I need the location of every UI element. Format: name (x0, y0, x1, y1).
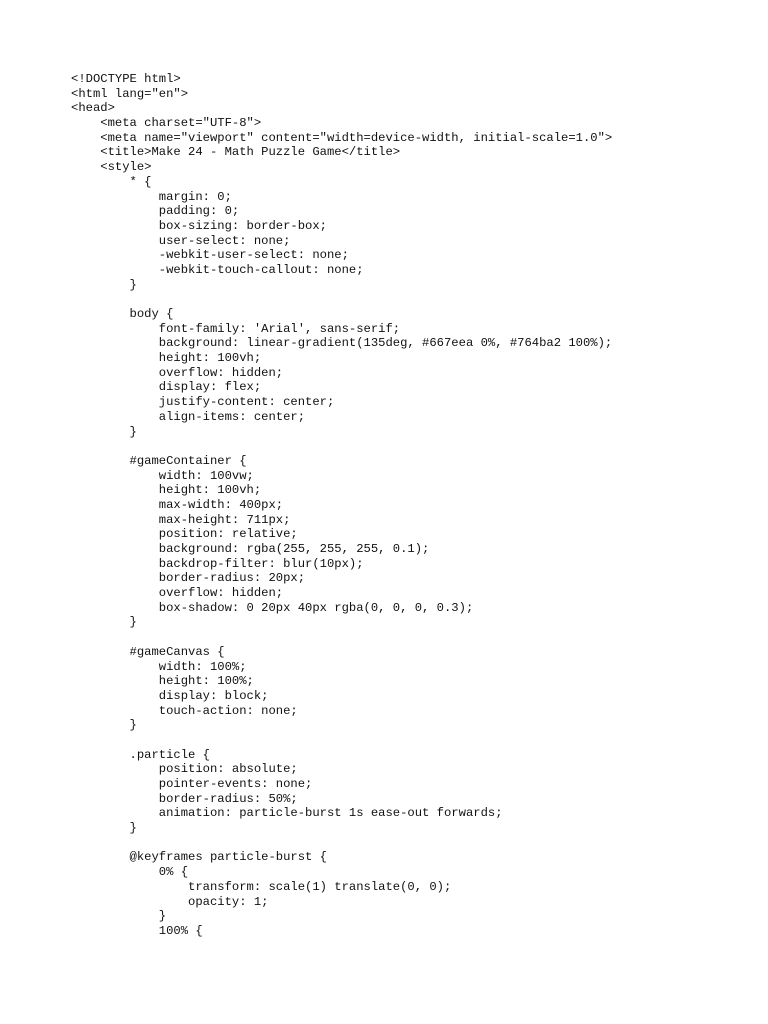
code-line: #gameContainer { (71, 453, 247, 468)
code-line: border-radius: 20px; (71, 571, 306, 586)
code-line: @keyframes particle-burst { (71, 850, 327, 865)
code-line: max-width: 400px; (71, 497, 284, 512)
code-line: <meta name="viewport" content="width=device-width, initial-scale=1.0"> (71, 130, 613, 145)
code-line: 100% { (71, 923, 203, 938)
code-line: 0% { (71, 865, 189, 880)
code-line: position: relative; (71, 527, 298, 542)
code-line: .particle { (71, 747, 210, 762)
code-line: height: 100vh; (71, 351, 262, 366)
code-line (71, 439, 612, 454)
code-line: <head> (71, 101, 115, 116)
code-line: -webkit-touch-callout: none; (71, 262, 364, 277)
code-line: <meta charset="UTF-8"> (71, 116, 262, 131)
code-line: overflow: hidden; (71, 586, 284, 601)
code-line: <style> (71, 160, 152, 175)
code-line: opacity: 1; (71, 894, 269, 909)
code-line: } (71, 277, 137, 292)
code-line (71, 836, 612, 851)
code-line: box-sizing: border-box; (71, 218, 327, 233)
code-line: justify-content: center; (71, 395, 335, 410)
code-line: } (71, 718, 137, 733)
code-line: background: linear-gradient(135deg, #667eea 0%, #764ba2 100%); (71, 336, 613, 351)
code-line: animation: particle-burst 1s ease-out forwards; (71, 806, 503, 821)
code-line: touch-action: none; (71, 703, 298, 718)
code-line: height: 100vh; (71, 483, 262, 498)
code-line: } (71, 821, 137, 836)
code-line: } (71, 424, 137, 439)
code-line: align-items: center; (71, 409, 306, 424)
code-line: <!DOCTYPE html> (71, 72, 181, 86)
code-line: box-shadow: 0 20px 40px rgba(0, 0, 0, 0.3); (71, 600, 474, 615)
code-line: background: rgba(255, 255, 255, 0.1); (71, 542, 430, 556)
code-line: width: 100%; (71, 659, 247, 674)
code-line: <title>Make 24 - Math Puzzle Game</title> (71, 145, 401, 160)
code-line: overflow: hidden; (71, 365, 284, 380)
code-line: height: 100%; (71, 674, 254, 689)
code-listing (71, 72, 612, 939)
code-line: max-height: 711px; (71, 512, 291, 527)
code-line: pointer-events: none; (71, 777, 313, 791)
code-line: display: flex; (71, 380, 262, 395)
code-line: body { (71, 307, 174, 321)
code-line: transform: scale(1) translate(0, 0); (71, 879, 452, 894)
code-line: } (71, 909, 167, 924)
code-line: padding: 0; (71, 204, 240, 219)
code-line (71, 733, 612, 748)
code-line: font-family: 'Arial', sans-serif; (71, 321, 401, 336)
code-line: position: absolute; (71, 762, 298, 777)
code-line (71, 630, 612, 645)
code-line: -webkit-user-select: none; (71, 248, 349, 263)
code-line: margin: 0; (71, 189, 232, 204)
code-line: #gameCanvas { (71, 644, 225, 659)
code-line: * { (71, 174, 152, 189)
code-line: } (71, 615, 137, 630)
code-line: <html lang="en"> (71, 86, 189, 101)
code-line: width: 100vw; (71, 468, 254, 483)
code-line: user-select: none; (71, 233, 291, 248)
code-line (71, 292, 612, 307)
code-line: display: block; (71, 688, 269, 703)
code-line: border-radius: 50%; (71, 791, 298, 806)
code-line: backdrop-filter: blur(10px); (71, 556, 364, 571)
